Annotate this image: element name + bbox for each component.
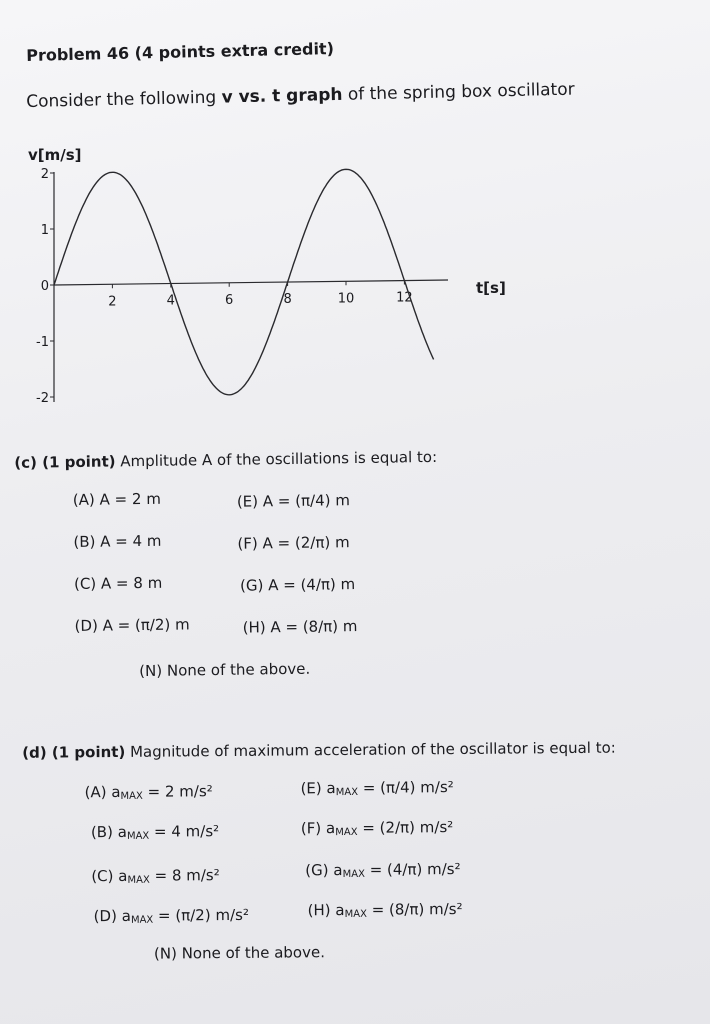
acceleration-symbol: a — [111, 782, 121, 802]
part-d-question — [22, 739, 616, 762]
option-d-d — [94, 906, 249, 925]
acceleration-symbol: a — [121, 906, 131, 925]
option-d-h — [308, 900, 463, 919]
option-letter: (H) — [307, 901, 331, 920]
acceleration-subscript: MAX — [335, 826, 358, 839]
option-value: = (4/π) m/s² — [369, 859, 461, 879]
option-d-n: (N) None of the above. — [153, 943, 326, 963]
option-value: = (π/2) m/s² — [157, 905, 249, 925]
option-c-n: (N) None of the above. — [139, 659, 311, 681]
part-c-section — [0, 440, 710, 700]
option-value: = (2/π) m/s² — [362, 818, 454, 837]
intro-text-bold: v vs. t graph — [221, 84, 343, 108]
acceleration-subscript: MAX — [126, 830, 150, 842]
option-value: = 2 m/s² — [147, 782, 213, 801]
x-tick-label: 12 — [396, 290, 413, 306]
y-tick-label: -2 — [36, 391, 49, 406]
option-c-b: (B) A = 4 m — [73, 531, 162, 551]
problem-title: Problem 46 (4 points extra credit) — [26, 39, 335, 65]
option-c-f: (F) A = (2/π) m — [237, 533, 350, 553]
option-c-h: (H) A = (8/π) m — [242, 617, 358, 637]
option-letter: (E) — [300, 779, 322, 798]
option-letter: (C) — [91, 867, 114, 886]
acceleration-subscript: MAX — [344, 908, 367, 920]
option-c-d: (D) A = (π/2) m — [74, 615, 190, 635]
option-c-e: (E) A = (π/4) m — [236, 491, 351, 511]
y-axis-label: v[m/s] — [28, 146, 82, 164]
x-axis-line — [54, 280, 448, 285]
acceleration-symbol: a — [117, 822, 127, 841]
acceleration-symbol: a — [118, 866, 128, 885]
part-d-section — [0, 730, 710, 990]
x-tick-label: 4 — [166, 293, 175, 309]
option-d-c — [91, 866, 220, 885]
acceleration-subscript: MAX — [120, 790, 143, 802]
intro-text-post: of the spring box oscillator — [342, 79, 575, 105]
option-d-e — [300, 778, 453, 797]
option-letter: (A) — [84, 783, 107, 802]
option-value: = (8/π) m/s² — [371, 899, 463, 919]
part-c-tag: (c) (1 point) — [14, 452, 116, 472]
acceleration-subscript: MAX — [335, 786, 359, 799]
acceleration-subscript: MAX — [342, 868, 365, 881]
x-axis-label: t[s] — [476, 279, 506, 297]
acceleration-subscript: MAX — [130, 914, 154, 926]
option-c-g: (G) A = (4/π) m — [239, 575, 356, 595]
option-value: = 8 m/s² — [154, 866, 220, 885]
option-letter: (F) — [300, 819, 322, 838]
x-tick-label: 2 — [108, 294, 117, 310]
y-tick-label: -1 — [36, 335, 49, 350]
x-tick-label: 8 — [283, 292, 292, 308]
y-tick-label: 1 — [40, 223, 49, 238]
acceleration-subscript: MAX — [127, 874, 150, 886]
option-d-a — [84, 782, 212, 801]
option-value: = (π/4) m/s² — [362, 778, 454, 797]
acceleration-symbol: a — [333, 861, 343, 880]
velocity-time-graph — [0, 0, 710, 420]
intro-text-pre: Consider the following — [26, 87, 222, 112]
y-tick-label: 0 — [40, 279, 49, 294]
option-value: = 4 m/s² — [153, 822, 220, 841]
x-tick-label: 10 — [337, 291, 355, 307]
part-c-question-text: Amplitude A of the oscillations is equal to: — [115, 447, 438, 471]
option-c-c: (C) A = 8 m — [73, 573, 163, 593]
option-letter: (D) — [93, 906, 117, 926]
part-d-tag: (d) (1 point) — [22, 742, 126, 762]
option-letter: (B) — [90, 823, 113, 842]
y-tick-label: 2 — [40, 167, 49, 182]
acceleration-symbol: a — [335, 901, 345, 920]
option-d-g — [305, 860, 461, 879]
part-c-question — [14, 448, 437, 472]
x-tick-label: 6 — [225, 292, 234, 308]
option-c-a: (A) A = 2 m — [72, 489, 161, 509]
option-d-f — [301, 818, 454, 837]
option-d-b — [91, 822, 219, 841]
option-letter: (G) — [305, 861, 329, 880]
part-d-question-text: Magnitude of maximum acceleration of the oscillator is equal to: — [125, 738, 616, 761]
acceleration-symbol: a — [326, 779, 336, 798]
acceleration-symbol: a — [325, 819, 336, 838]
